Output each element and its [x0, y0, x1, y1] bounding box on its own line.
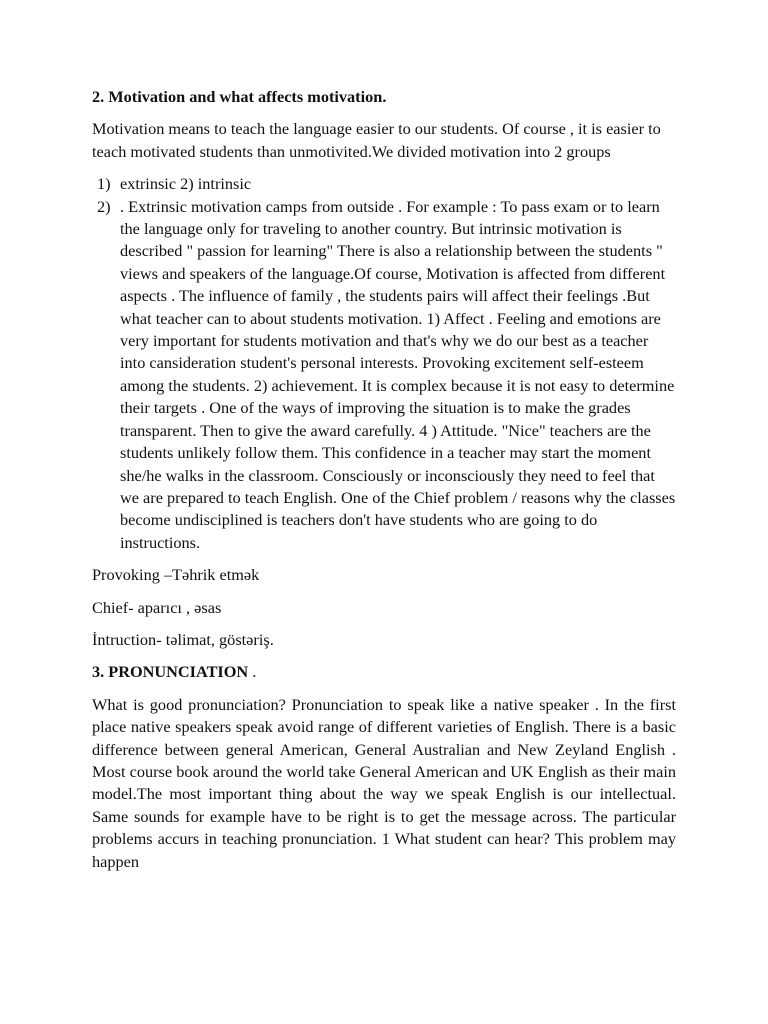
motivation-list	[92, 173, 676, 554]
pronunciation-paragraph: What is good pronunciation? Pronunciation to speak like a native speaker . In the first place native speakers speak avoid range of different varieties of English. There is a basic difference between general American, General Australian and New Zeyland English . Most course book around the world take General American and UK English as their main model.The most important thing about the way we speak English is our intellectual. Same sounds for example have to be right is to get the message across. The particular problems accurs in teaching pronunciation. 1 What student can hear? This problem may happen	[92, 694, 676, 871]
section-heading-suffix: .	[248, 662, 257, 682]
glossary-entry-instruction: İntruction- təlimat, göstəriş.	[92, 629, 274, 649]
list-item-number: 1)	[97, 174, 111, 194]
list-item-text: extrinsic 2) intrinsic	[120, 174, 252, 194]
section-heading-motivation: 2. Motivation and what affects motivation.	[92, 87, 387, 106]
list-item	[92, 173, 676, 195]
list-item	[92, 196, 676, 555]
glossary-entry-provoking: Provoking –Təhrik etmək	[92, 565, 260, 585]
list-item-number: 2)	[97, 196, 111, 216]
section-heading-pronunciation-line	[92, 661, 676, 683]
motivation-intro-paragraph: Motivation means to teach the language easier to our students. Of course , it is easier to teach motivated students than unmotivited.We divided motivation into 2 groups	[92, 119, 661, 161]
glossary-entry-chief: Chief- aparıcı , əsas	[92, 597, 222, 617]
list-item-text: . Extrinsic motivation camps from outside . For example : To pass exam or to learn the language only for traveling to another country. But intrinsic motivation is described " passion for learning" There is also a relationship between the students " views and speakers of the language.Of course, Motivation is affected from different aspects . The influence of family , the students pairs will affect their feelings .But what teacher can to about students motivation. 1) Affect . Feeling and emotions are very important for students motivation and that's why we do our best as a teacher into cansideration student's personal interests. Provoking excitement self-esteem among the students. 2) achievement. It is complex because it is not easy to determine their targets . One of the ways of improving the situation is to make the grades transparent. Then to give the award carefully. 4 ) Attitude. "Nice" teachers are the students unlikely follow them. This confidence in a teacher may start the moment she/he walks in the classroom. Consciously or inconsciously they need to feel that we are prepared to teach English. One of the Chief problem / reasons why the classes become undisciplined is teachers don't have students who are going to do instructions.	[120, 196, 676, 552]
section-heading-pronunciation: 3. PRONUNCIATION	[92, 662, 249, 682]
